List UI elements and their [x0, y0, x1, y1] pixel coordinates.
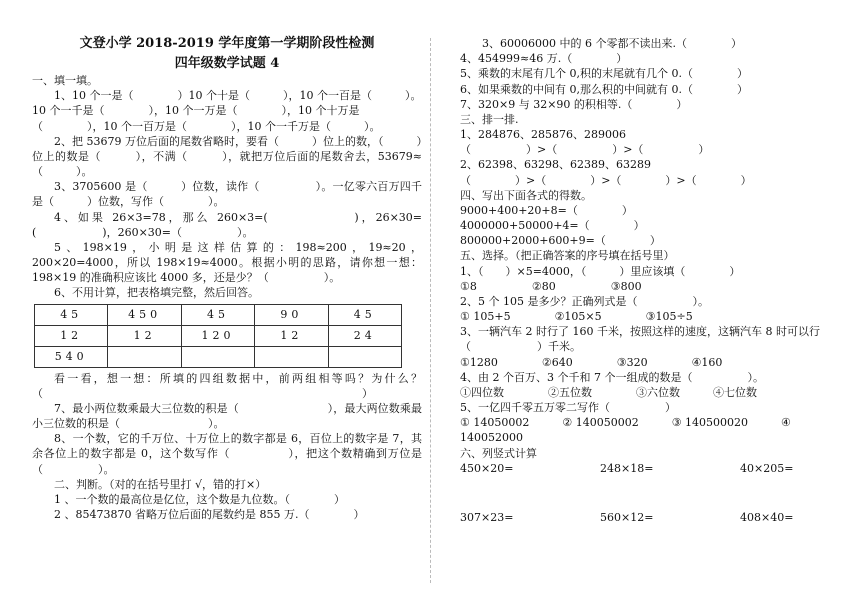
left-column	[32, 34, 422, 522]
section-order: 三、排一排.	[460, 112, 519, 126]
section-vertical-calc: 六、列竖式计算	[460, 446, 537, 460]
choice-1-options: ①8 ②80 ③800	[460, 279, 642, 293]
question-6-followup: 看一看，想一想：所填的四组数据中，前两组相等吗？为什么？（ ）	[32, 371, 422, 400]
table-cell: 12	[255, 325, 328, 346]
judge-3: 3、60006000 中的 6 个零都不读出来.（ ）	[482, 37, 742, 50]
table-cell: 12	[108, 325, 181, 346]
table-cell: 90	[255, 304, 328, 325]
result-1: 9000+400+20+8=（ ）	[460, 203, 633, 217]
judge-6: 6、如果乘数的中间有 0,那么积的中间就有 0.（ ）	[460, 82, 748, 96]
calc-row-2	[460, 510, 840, 525]
judge-2: 2 、85473870 省略万位后面的尾数约是 855 万.（ ）	[54, 508, 365, 522]
table-cell: 540	[35, 346, 108, 367]
choice-4: 4、由 2 个百万、3 个千和 7 个一组成的数是（ ）。	[460, 370, 764, 384]
section-choice: 五、选择。（把正确答案的序号填在括号里）	[460, 249, 675, 263]
calc-item: 248×18=	[600, 461, 654, 475]
judge-7: 7、320×9 与 32×90 的积相等.（ ）	[460, 97, 688, 111]
judge-4: 4、454999≈46 万.（ ）	[460, 52, 628, 66]
question-5: 5、198×19，小明是这样估算的：198≈200，19≈20，200×20=4000，所以 198×19≈4000。根据小明的思路，请你想一想：198×19 的准确积应该比 4000 多，还是少？（ ）。	[32, 240, 422, 285]
question-6: 6、不用计算，把表格填完整，然后回答。	[54, 286, 259, 300]
table-cell: 24	[328, 325, 401, 346]
number-table	[34, 304, 402, 368]
table-row	[35, 325, 402, 346]
calc-item: 40×205=	[740, 461, 794, 475]
choice-2: 2、5 个 105 是多少？正确列式是（ ）。	[460, 294, 709, 308]
table-cell: 450	[108, 304, 181, 325]
calc-space	[460, 476, 840, 510]
choice-3-options: ①1280 ②640 ③320 ④160	[460, 355, 723, 369]
section-results: 四、写出下面各式的得数。	[460, 188, 592, 202]
calc-item: 307×23=	[460, 510, 514, 524]
table-cell	[328, 346, 401, 367]
result-2: 4000000+50000+4=（ ）	[460, 219, 645, 233]
calc-item: 560×12=	[600, 510, 654, 524]
question-2: 2、把 53679 万位后面的尾数省略时，要看（ ）位上的数，（ ）位上的数是（ ），不满（ ），就把万位后面的尾数舍去，53679≈（ ）。	[32, 134, 422, 179]
table-cell: 12	[35, 325, 108, 346]
order-2: 2、62398、63298、62389、63289	[460, 158, 651, 172]
table-cell: 45	[328, 304, 401, 325]
choice-2-options: ① 105+5 ②105×5 ③105÷5	[460, 310, 693, 324]
question-7: 7、最小两位数乘最大三位数的积是（ ），最大两位数乘最小三位数的积是（ ）。	[32, 401, 422, 431]
order-1-blanks: （ ）>（ ）>（ ）	[460, 143, 710, 157]
table-cell: 45	[35, 304, 108, 325]
table-row	[35, 346, 402, 367]
calc-item: 408×40=	[740, 510, 794, 524]
page-title: 文登小学 2018-2019 学年度第一学期阶段性检测	[79, 36, 375, 51]
table-cell	[181, 346, 254, 367]
question-1: 1、10 个一是（ ）10 个十是（ ），10 个一百是（ ）。	[54, 89, 422, 103]
table-cell	[255, 346, 328, 367]
order-1: 1、284876、285876、289006	[460, 128, 626, 142]
table-cell: 45	[181, 304, 254, 325]
choice-5-options-cont: 140052000	[460, 431, 523, 445]
question-3: 3、3705600 是（ ）位数，读作（ ）。一亿零六百万四千是（ ）位数，写作（ ）。	[32, 180, 422, 209]
order-2-blanks: （ ）>（ ）>（ ）>（ ）	[460, 173, 752, 187]
choice-5-options: ① 14050002 ② 140050002 ③ 140500020 ④	[460, 416, 791, 430]
section-fill-in: 一、填一填。	[32, 74, 98, 87]
judge-5: 5、乘数的末尾有几个 0,积的末尾就有几个 0.（ ）	[460, 67, 748, 81]
question-4: 4、如果 26×3=78，那么 260×3=( )，26×30=( )，260×30=（ ）。	[32, 210, 422, 239]
table-cell	[108, 346, 181, 367]
column-divider	[430, 38, 431, 583]
section-judge: 二、判断。（对的在括号里打 √，错的打×）	[54, 477, 267, 491]
choice-1: 1、（ ）×5=4000，（ ）里应该填（ ）	[460, 264, 741, 278]
table-row	[35, 304, 402, 325]
calc-item: 450×20=	[460, 461, 514, 475]
choice-4-options: ①四位数 ②五位数 ③六位数 ④七位数	[460, 385, 757, 399]
question-8: 8、一个数，它的千万位、十万位上的数字都是 6，百位上的数字是 7，其余各位上的数字都是 0，这个数写作（ ），把这个数精确到万位是（ ）。	[32, 432, 422, 476]
right-column	[460, 36, 840, 525]
question-1-cont: 10 个一千是（ ），10 个一万是（ ），10 个十万是（ ），10 个一百万是（ ），10 个一千万是（ ）。	[32, 104, 381, 133]
calc-row-1	[460, 461, 840, 476]
choice-3: 3、一辆汽车 2 时行了 160 千米，按照这样的速度，这辆汽车 8 时可以行（ ）千米。	[460, 325, 820, 354]
choice-5: 5、一亿四千零五万零二写作（ ）	[460, 401, 676, 415]
judge-1: 1 、一个数的最高位是亿位，这个数是九位数。（ ）	[54, 492, 345, 506]
result-3: 800000+2000+600+9=（ ）	[460, 234, 661, 248]
table-cell: 120	[181, 325, 254, 346]
page-subtitle: 四年级数学试题 4	[174, 55, 280, 71]
